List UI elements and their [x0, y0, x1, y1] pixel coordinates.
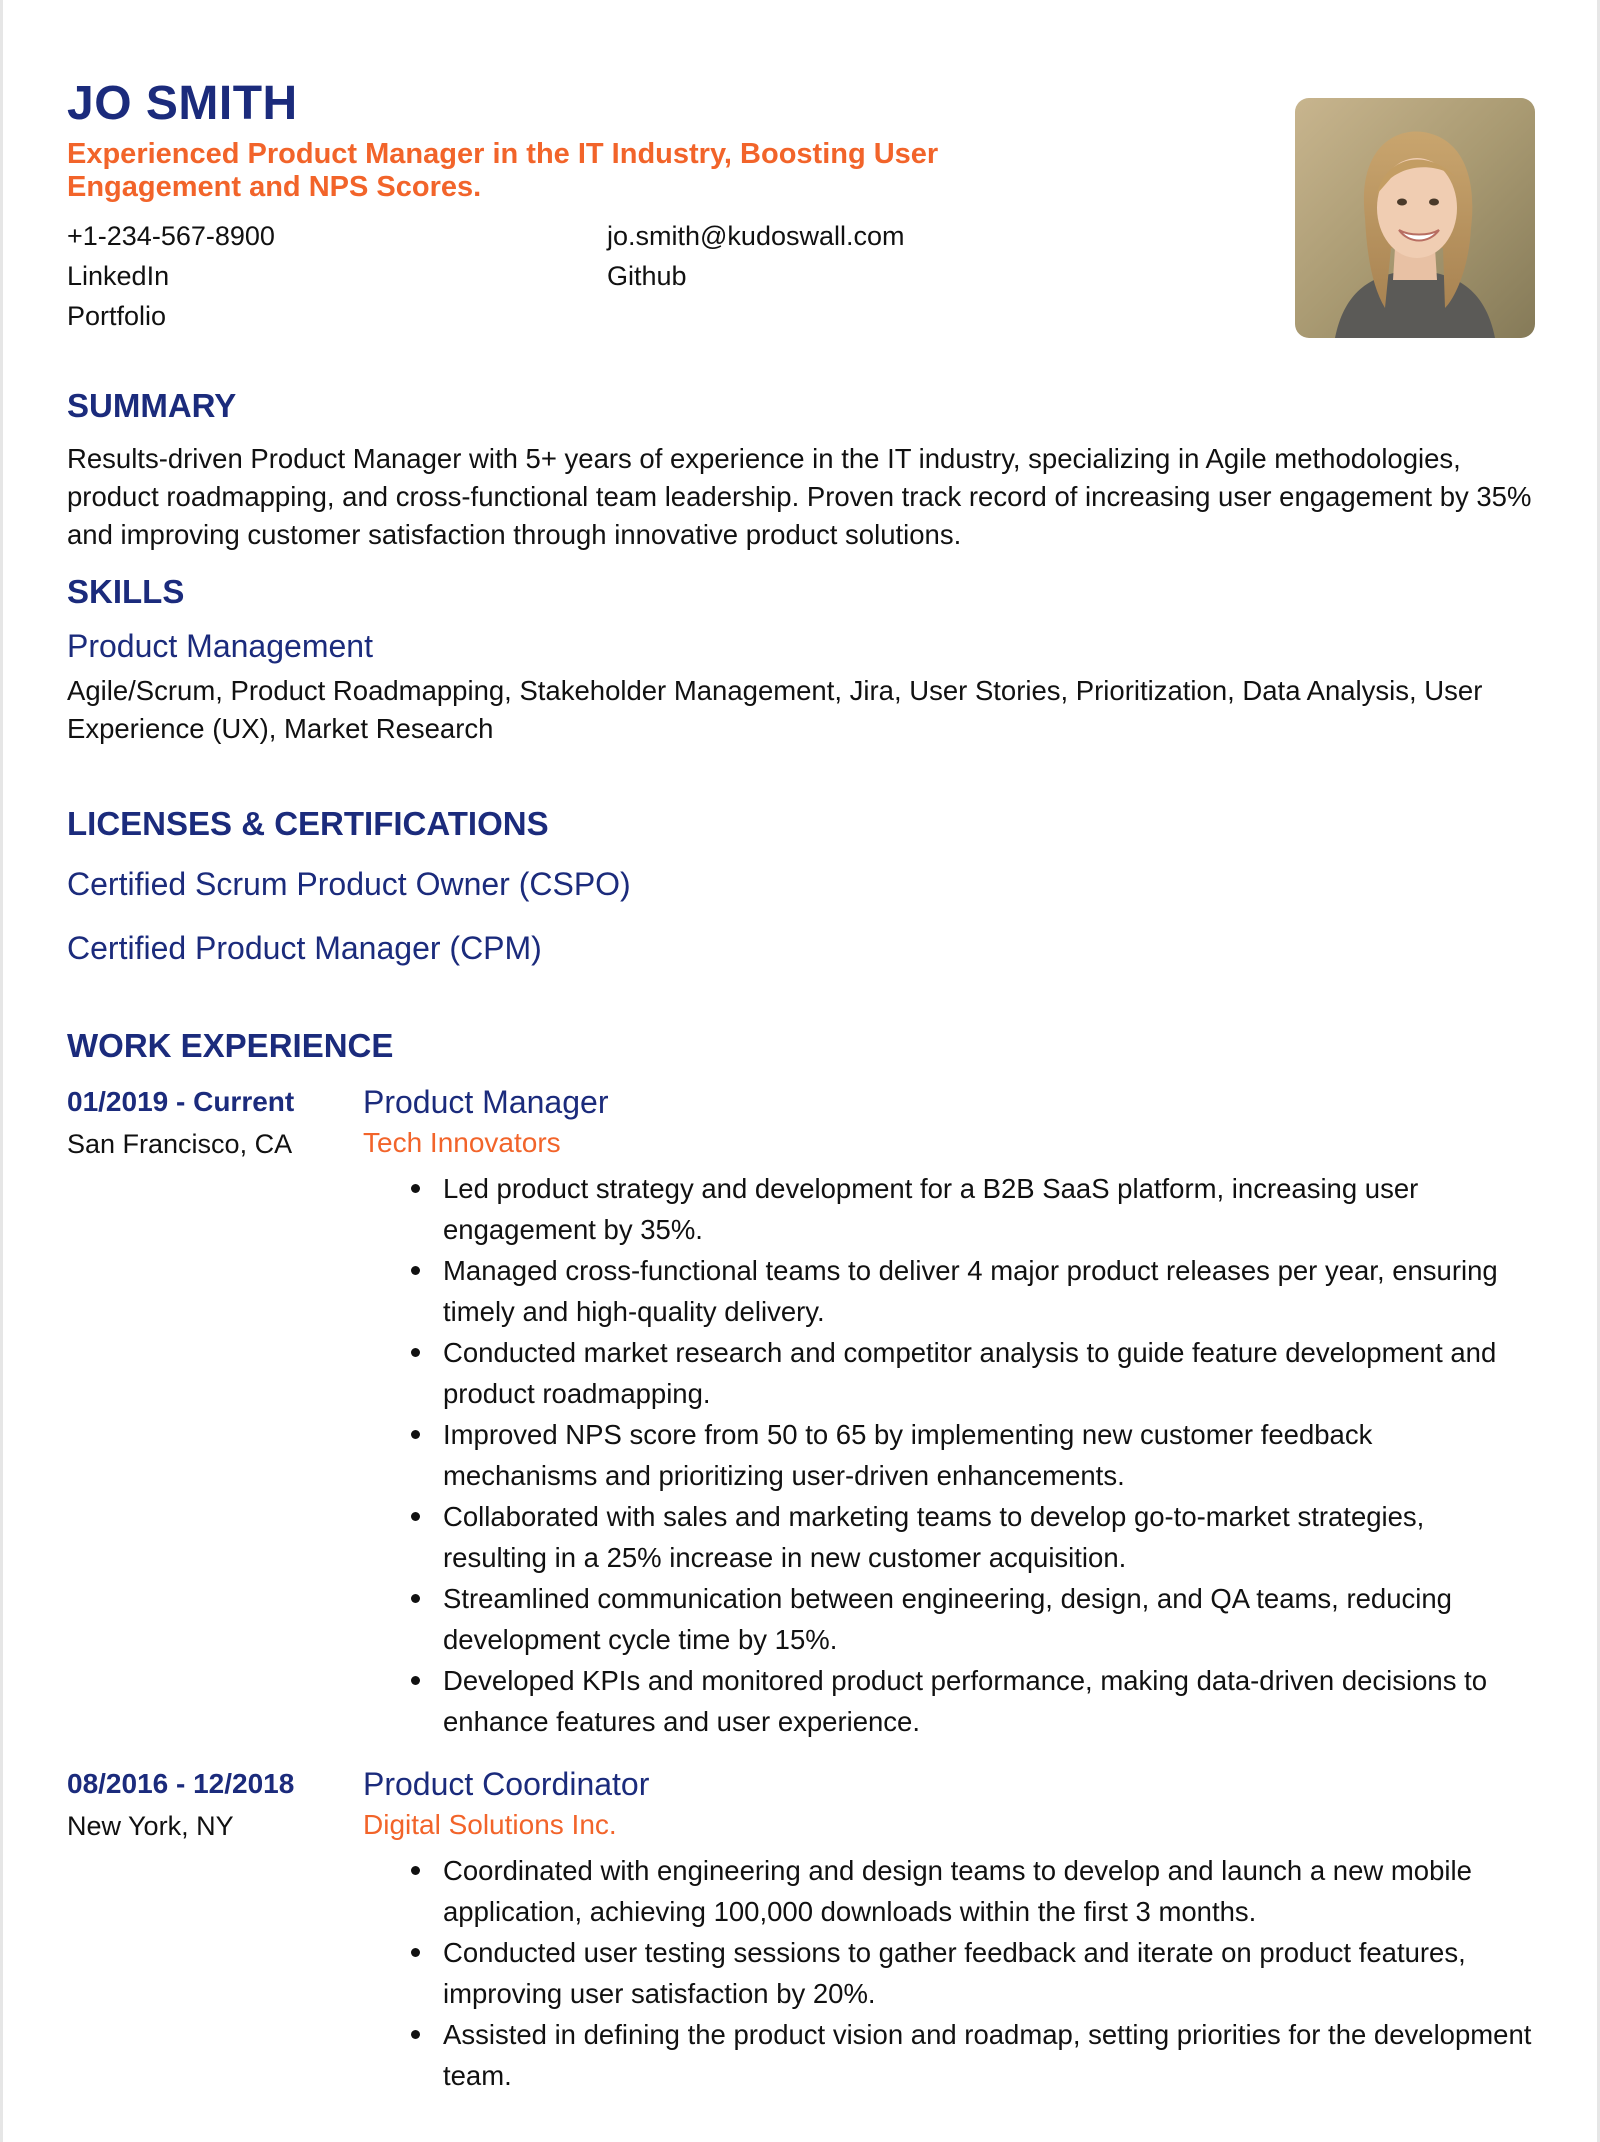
bullet-dot-icon — [411, 1430, 420, 1439]
portfolio-link[interactable]: Portfolio — [67, 301, 167, 331]
summary-section — [67, 386, 1533, 554]
bullet-text: Coordinated with engineering and design teams to develop and launch a new mobile application, achieving 100,000 downloads within the first 3 months. — [443, 1855, 1472, 1927]
phone-number: +1-234-567-8900 — [67, 221, 275, 251]
bullet-dot-icon — [411, 1512, 420, 1521]
candidate-name: JO SMITH — [67, 77, 298, 130]
job-title: Product Manager — [363, 1084, 609, 1120]
skills-heading: SKILLS — [67, 573, 185, 610]
job-details — [363, 1082, 1533, 1164]
job-location: New York, NY — [67, 1811, 234, 1841]
bullet-dot-icon — [411, 1676, 420, 1685]
job-entry — [67, 1082, 1533, 1164]
email-link[interactable]: jo.smith@kudoswall.com — [607, 221, 905, 251]
experience-heading: WORK EXPERIENCE — [67, 1027, 394, 1064]
job-dates: 08/2016 - 12/2018 — [67, 1768, 295, 1799]
experience-section — [67, 1026, 1533, 2096]
skills-category: Product Management — [67, 628, 373, 664]
certifications-heading: LICENSES & CERTIFICATIONS — [67, 805, 549, 842]
job-title: Product Coordinator — [363, 1766, 650, 1802]
bullet-dot-icon — [411, 1594, 420, 1603]
headline: Experienced Product Manager in the IT Industry, Boosting User Engagement and NPS Scores. — [67, 138, 939, 203]
bullet-item — [363, 1660, 1533, 1742]
certifications-section — [67, 804, 1533, 968]
bullet-text: Conducted market research and competitor analysis to guide feature development and product roadmapping. — [443, 1337, 1497, 1409]
profile-photo-image — [1295, 98, 1535, 338]
bullet-text: Led product strategy and development for a B2B SaaS platform, increasing user engagement by 35%. — [443, 1173, 1419, 1245]
bullet-item — [363, 1414, 1533, 1496]
bullet-text: Streamlined communication between engineering, design, and QA teams, reducing development cycle time by 15%. — [443, 1583, 1452, 1655]
bullet-item — [363, 1496, 1533, 1578]
bullet-item — [363, 1332, 1533, 1414]
bullet-dot-icon — [411, 1866, 420, 1875]
certification-item: Certified Scrum Product Owner (CSPO) — [67, 866, 631, 902]
job-entry — [67, 1764, 1533, 1846]
job-details — [363, 1764, 1533, 1846]
bullet-item — [363, 1578, 1533, 1660]
bullet-dot-icon — [411, 1266, 420, 1275]
bullet-dot-icon — [411, 2030, 420, 2039]
skills-list: Agile/Scrum, Product Roadmapping, Stakeholder Management, Jira, User Stories, Prioritization, Data Analysis, User Experience (UX), Market Research — [67, 675, 1483, 744]
bullet-item — [363, 2014, 1533, 2096]
bullet-item — [363, 1850, 1533, 1932]
profile-photo — [1295, 98, 1535, 338]
bullet-dot-icon — [411, 1184, 420, 1193]
bullet-dot-icon — [411, 1348, 420, 1357]
summary-text: Results-driven Product Manager with 5+ years of experience in the IT industry, specializing in Agile methodologies, product roadmapping, and cross-functional team leadership. Proven track record of increasing user engagement by 35% and improving customer satisfaction through innovative product solutions. — [67, 443, 1532, 550]
bullet-item — [363, 1250, 1533, 1332]
bullet-dot-icon — [411, 1948, 420, 1957]
job-company: Tech Innovators — [363, 1127, 561, 1158]
skills-section — [67, 572, 1533, 748]
bullet-text: Conducted user testing sessions to gather feedback and iterate on product features, improving user satisfaction by 20%. — [443, 1937, 1466, 2009]
certification-item: Certified Product Manager (CPM) — [67, 930, 542, 966]
bullet-text: Collaborated with sales and marketing teams to develop go-to-market strategies, resulting in a 25% increase in new customer acquisition. — [443, 1501, 1425, 1573]
summary-heading: SUMMARY — [67, 387, 237, 424]
bullet-item — [363, 1932, 1533, 2014]
job-bullets — [363, 1168, 1533, 1742]
bullet-text: Developed KPIs and monitored product performance, making data-driven decisions to enhance features and user experience. — [443, 1665, 1488, 1737]
linkedin-link[interactable]: LinkedIn — [67, 261, 170, 291]
job-company: Digital Solutions Inc. — [363, 1809, 617, 1840]
job-dates: 01/2019 - Current — [67, 1086, 295, 1117]
bullet-item — [363, 1168, 1533, 1250]
github-link[interactable]: Github — [607, 261, 687, 291]
job-bullets — [363, 1850, 1533, 2096]
bullet-text: Assisted in defining the product vision and roadmap, setting priorities for the development team. — [443, 2019, 1532, 2091]
job-location: San Francisco, CA — [67, 1129, 293, 1159]
job-meta — [67, 1764, 363, 1846]
job-meta — [67, 1082, 363, 1164]
bullet-text: Managed cross-functional teams to deliver 4 major product releases per year, ensuring timely and high-quality delivery. — [443, 1255, 1498, 1327]
bullet-text: Improved NPS score from 50 to 65 by implementing new customer feedback mechanisms and prioritizing user-driven enhancements. — [443, 1419, 1373, 1491]
